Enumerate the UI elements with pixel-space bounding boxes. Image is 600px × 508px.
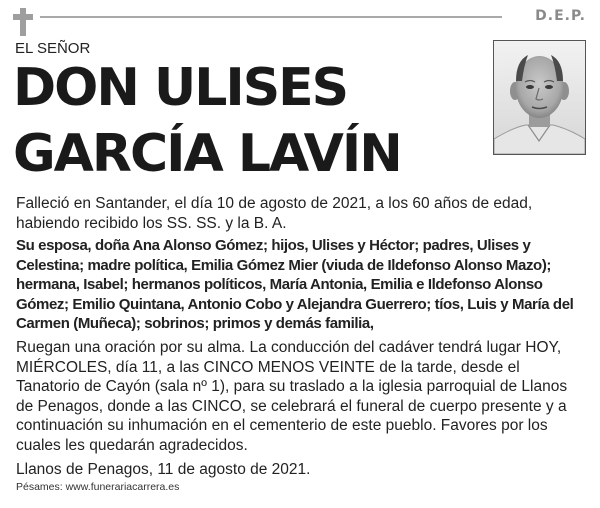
family-paragraph: Su esposa, doña Ana Alonso Gómez; hijos, Ulises y Héctor; padres, Ulises y Celestina; madre política, Emilia Gómez Mier (viuda de Ildefonso Alonso Mazo); hermana, Isabel; hermanos políticos, María Antonia, Emilia e Ildefonso Alonso Gómez; Emilio Quintana, Antonio Cobo y Alejandra Guerrero; tíos, Luis y María del Carmen (Muñeca); sobrinos; primos y demás familia, [16, 237, 574, 333]
portrait-photo [493, 40, 586, 155]
funeral-paragraph: Ruegan una oración por su alma. La conducción del cadáver tendrá lugar HOY, MIÉRCOLES, día 11, a las CINCO MENOS VEINTE de la tarde, desde el Tanatorio de Cayón (sala nº 1), para su traslado a la iglesia parroquial de Llanos de Penagos, donde a las CINCO, se celebrará el funeral de cuerpo presente y a continuación su inhumación en el cementerio de este pueblo. Favores por los cuales les quedarán agradecidos. [16, 339, 568, 454]
place-date: Llanos de Penagos, 11 de agosto de 2021. [16, 461, 311, 478]
cross-icon [13, 8, 33, 36]
deceased-name-line-1: DON ULISES [13, 58, 348, 118]
condolences-link[interactable]: Pésames: www.funerariacarrera.es [16, 481, 180, 493]
death-paragraph: Falleció en Santander, el día 10 de agosto de 2021, a los 60 años de edad, habiendo recibido los SS. SS. y la B. A. [16, 195, 533, 232]
dep-label: D.E.P. [535, 8, 586, 24]
deceased-name-line-2: GARCÍA LAVÍN [13, 124, 401, 184]
header-rule [40, 16, 502, 18]
pretitle: EL SEÑOR [15, 40, 91, 57]
